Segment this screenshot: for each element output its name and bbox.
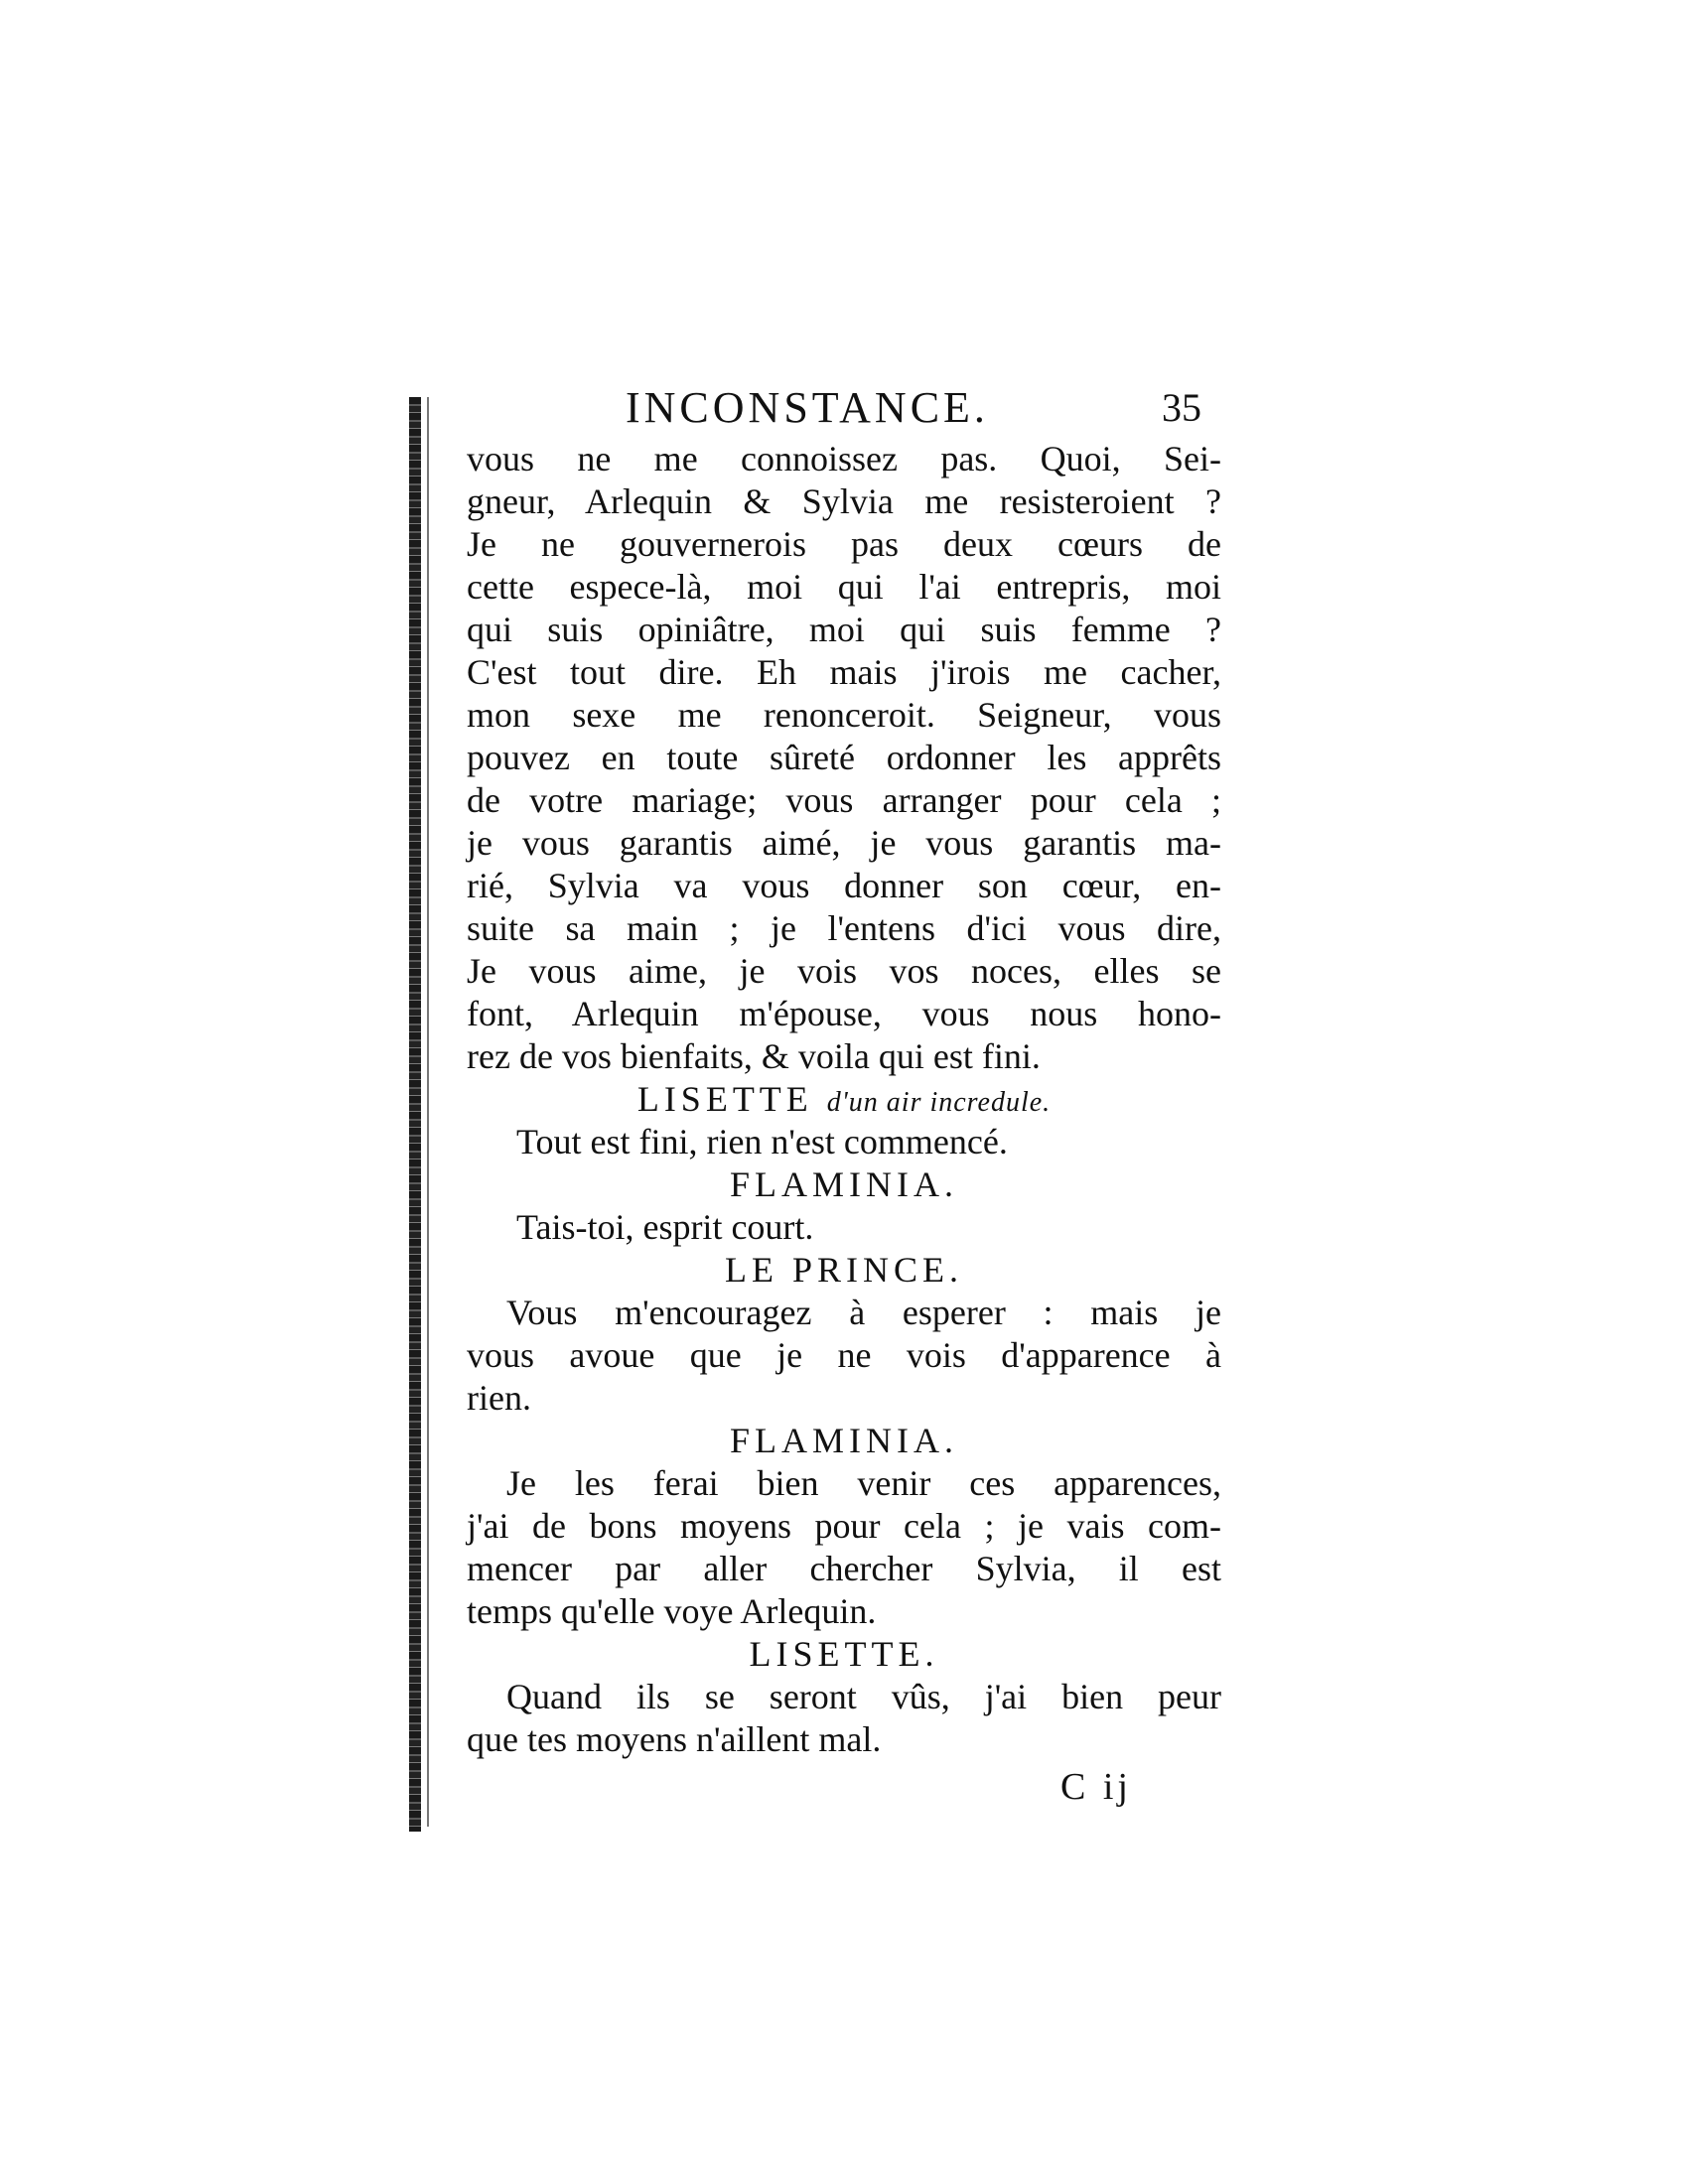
text-line: mencer par aller chercher Sylvia, il est <box>467 1549 1221 1588</box>
speaker-heading-lisette <box>467 1078 1221 1121</box>
text-line: de votre mariage; vous arranger pour cela ; <box>467 780 1221 820</box>
page-number: 35 <box>1162 385 1201 430</box>
binding-edge-strip <box>409 397 421 1832</box>
signature-text: C ij <box>1060 1766 1132 1808</box>
stage-direction: d'un air incredule. <box>826 1087 1052 1118</box>
text-line: Tais-toi, esprit court. <box>516 1207 814 1247</box>
text-line: font, Arlequin m'épouse, vous nous hono- <box>467 994 1221 1033</box>
text-line: j'ai de bons moyens pour cela ; je vais com- <box>467 1506 1221 1546</box>
text-line: rié, Sylvia va vous donner son cœur, en- <box>467 866 1221 905</box>
text-line: C'est tout dire. Eh mais j'irois me cacher, <box>467 652 1221 692</box>
text-line: qui suis opiniâtre, moi qui suis femme ? <box>467 610 1221 649</box>
text-line: Tout est fini, rien n'est commencé. <box>516 1122 1008 1161</box>
book-page <box>467 382 1221 1811</box>
text-line: temps qu'elle voye Arlequin. <box>467 1591 877 1631</box>
text-line: cette espece-là, moi qui l'ai entrepris, moi <box>467 567 1221 607</box>
text-line: rez de vos bienfaits, & voila qui est fini. <box>467 1036 1041 1076</box>
running-head <box>467 382 1221 438</box>
text-line: Je vous aime, je vois vos noces, elles se <box>467 951 1221 991</box>
text-line: suite sa main ; je l'entens d'ici vous dire, <box>467 908 1221 948</box>
text-line: vous ne me connoissez pas. Quoi, Sei- <box>467 439 1221 478</box>
speaker-heading-flaminia: FLAMINIA. <box>730 1164 958 1204</box>
text-line: que tes moyens n'aillent mal. <box>467 1719 882 1759</box>
text-line: Quand ils se seront vûs, j'ai bien peur <box>506 1677 1221 1716</box>
speaker-heading-lisette: LISETTE. <box>749 1634 939 1674</box>
text-line: pouvez en toute sûreté ordonner les apprêts <box>467 738 1221 777</box>
text-line: je vous garantis aimé, je vous garantis ma- <box>467 823 1221 863</box>
text-line: Vous m'encouragez à esperer : mais je <box>506 1293 1221 1332</box>
signature-mark <box>467 1761 1221 1811</box>
text-line: Je ne gouvernerois pas deux cœurs de <box>467 524 1221 564</box>
passage-flaminia-continued <box>467 438 1221 1078</box>
text-line: mon sexe me renonceroit. Seigneur, vous <box>467 695 1221 735</box>
speaker-heading-flaminia: FLAMINIA. <box>730 1421 958 1460</box>
text-line: rien. <box>467 1378 531 1418</box>
binding-edge-line <box>427 397 429 1827</box>
text-line: Je les ferai bien venir ces apparences, <box>506 1463 1221 1503</box>
speaker-heading-prince: LE PRINCE. <box>724 1250 963 1290</box>
running-title: INCONSTANCE. <box>626 383 989 432</box>
text-line: gneur, Arlequin & Sylvia me resisteroient ? <box>467 481 1221 521</box>
speaker-name: LISETTE <box>636 1079 813 1119</box>
text-line: vous avoue que je ne vois d'apparence à <box>467 1335 1221 1375</box>
